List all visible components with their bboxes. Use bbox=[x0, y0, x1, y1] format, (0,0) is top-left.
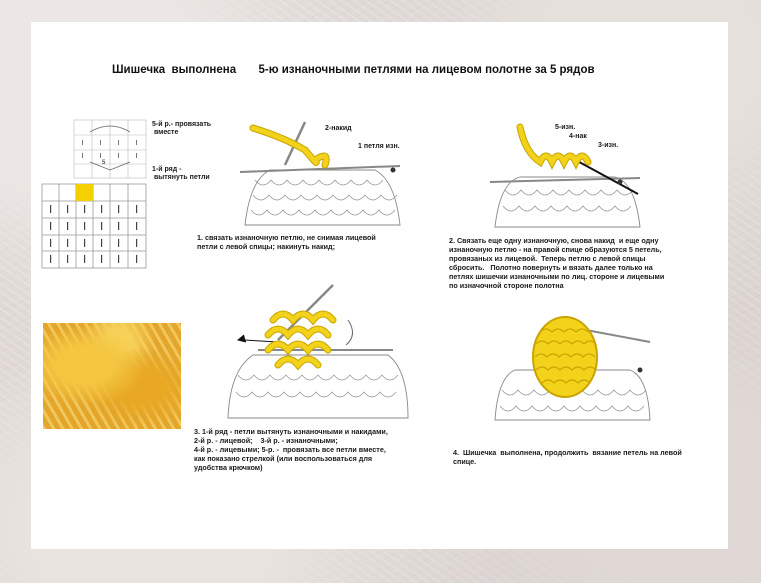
label-step2-3: 3-изн. bbox=[598, 142, 619, 149]
step3-caption: 3. 1-й ряд - петли вытянуть изнаночными и накидами, 2-й р. - лицевой; 3-й р. - изнаночными; 4-й р. - лицевыми; 5-р. - провязать все петли вместе, как показано стрелкой (или воспользоваться для удобства крючком) bbox=[194, 427, 388, 472]
chart-mark: 5 bbox=[102, 160, 106, 166]
step4-illustration bbox=[490, 302, 655, 422]
page-title: Шишечка выполнена 5-ю изнаночными петлями на лицевом полотне за 5 рядов bbox=[112, 64, 595, 76]
label-yarn-over: 2-накид bbox=[325, 125, 352, 132]
step4-caption: 4. Шишечка выполнена, продолжить вязание петель на левой спице. bbox=[453, 448, 682, 466]
step1-illustration bbox=[225, 120, 415, 230]
label-purl: 1 петля изн. bbox=[358, 143, 400, 150]
label-step2-5: 5-изн. bbox=[555, 124, 576, 131]
legend-row1: 1-й ряд - вытянуть петли bbox=[152, 166, 210, 181]
step3-illustration bbox=[218, 280, 418, 420]
legend-row5: 5-й р.- провязать вместе bbox=[152, 121, 212, 136]
bobble-photo bbox=[43, 323, 181, 429]
step2-caption: 2. Связать еще одну изнаночную, снова накид и еще одну изнаночную петлю - на правой спице образуются 5 петель, провязаных из лицевой. Теперь петлю с левой спицы сбросить. Полотно повернуть и вязать далее только на петлях шишечки изнаночными по лиц. стороне и лицевыми по изначочной стороне полотна bbox=[449, 236, 665, 290]
step1-caption: 1. связать изнаночную петлю, не снимая лицевой петли с левой спицы; накинуть накид; bbox=[197, 233, 376, 251]
symbol-chart bbox=[40, 118, 150, 270]
label-step2-4: 4-нак bbox=[569, 133, 587, 140]
